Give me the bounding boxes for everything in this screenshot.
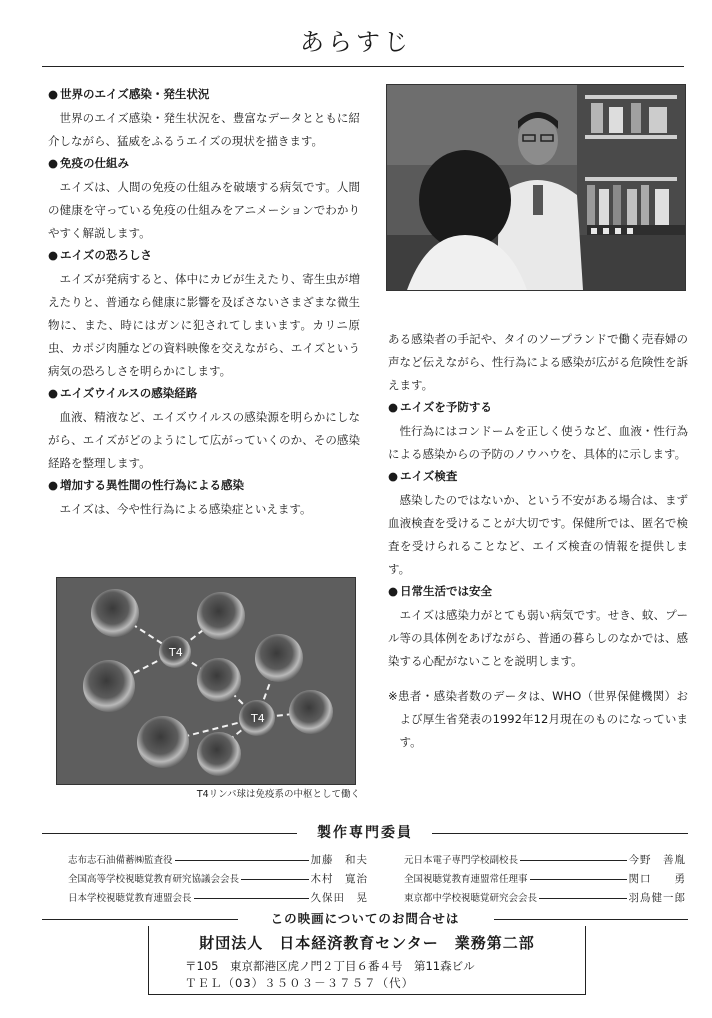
title-rule — [42, 66, 684, 67]
section-heading-text: エイズウイルスの感染経路 — [60, 386, 198, 400]
section-body: 血液、精液など、エイズウイルスの感染源を明らかにしながら、エイズがどのようにして広がっていくのか、その感染経路を整理します。 — [48, 410, 360, 470]
bullet-icon: ● — [48, 87, 59, 101]
section-body: エイズが発病すると、体中にカビが生えたり、寄生虫が増えたりと、普通なら健康に影響を及ぼさないさまざまな微生物に、また、時にはガンに犯されてしまいます。カリニ原虫、カポジ肉腫などの資料映像を交えながら、エイズという病気の恐ろしさを明らかにします。 — [48, 272, 360, 378]
address: 〒105 東京都港区虎ノ門２丁目６番４号 第11森ビル — [185, 959, 475, 973]
inquiry-title: この映画についてのお問合せは — [270, 911, 460, 926]
list-item — [68, 889, 368, 908]
committee-list-left — [68, 851, 368, 908]
section-heading — [48, 84, 360, 105]
data-source-note: ※患者・感染者数のデータは、WHO（世界保健機関）および厚生省発表の1992年12月現在のものになっています。 — [388, 689, 688, 749]
member-name: 加藤 和夫 — [310, 854, 368, 866]
section-heading — [48, 245, 360, 266]
section-world-status — [48, 84, 360, 153]
bullet-icon: ● — [48, 386, 59, 400]
t4-lymphocyte-photo — [56, 577, 356, 785]
section-heading-text: エイズ検査 — [400, 469, 458, 483]
consultation-photo — [386, 84, 686, 291]
member-role: 志布志石油備蓄㈱監査役 — [68, 855, 173, 866]
section-daily-life — [388, 581, 688, 673]
bullet-icon: ● — [388, 469, 399, 483]
bullet-icon: ● — [388, 584, 399, 598]
section-heterosexual-infection — [48, 475, 360, 521]
t4-lymphocyte-graphic — [57, 578, 355, 784]
section-prevention — [388, 397, 688, 466]
bullet-icon: ● — [388, 400, 399, 414]
section-heading-text: 日常生活では安全 — [400, 584, 493, 598]
section-body: 性行為にはコンドームを正しく使うなど、血液・性行為による感染からの予防のノウハウを、具体的に示します。 — [388, 424, 688, 461]
list-item — [68, 870, 368, 889]
section-body: 感染したのではないか、という不安がある場合は、まず血液検査を受けることが大切です。保健所では、匿名で検査を受けられることなど、エイズ検査の情報を提供します。 — [388, 493, 688, 576]
leader-line — [520, 860, 626, 861]
member-name: 木村 寛治 — [310, 873, 368, 885]
member-name: 今野 善胤 — [628, 854, 686, 866]
committee-list-right — [404, 851, 686, 908]
section-heading — [48, 475, 360, 496]
leader-line — [175, 860, 309, 861]
section-body: エイズは、今や性行為による感染症といえます。 — [59, 502, 312, 516]
section-heading-text: 増加する異性間の性行為による感染 — [60, 478, 245, 492]
telephone: ＴＥＬ（03）３５０３－３７５７（代） — [185, 976, 415, 990]
member-role: 元日本電子専門学校副校長 — [404, 855, 519, 866]
section-immune-system — [48, 153, 360, 245]
leader-line — [530, 879, 627, 880]
section-heading — [388, 581, 688, 602]
member-role: 全国視聴覚教育連盟常任理事 — [404, 874, 528, 885]
page-title: あらすじ — [300, 28, 412, 56]
section-heading — [48, 153, 360, 174]
section-heading-text: エイズを予防する — [400, 400, 492, 414]
section-body: エイズは、人間の免疫の仕組みを破壊する病気です。人間の健康を守っている免疫の仕組みをアニメーションでわかりやすく解説します。 — [48, 180, 360, 240]
list-item — [404, 851, 686, 870]
section-aids-dangers — [48, 245, 360, 383]
committee-heading — [42, 823, 688, 843]
bullet-icon: ● — [48, 478, 59, 492]
right-intro-text: ある感染者の手記や、タイのソープランドで働く売春婦の声など伝えながら、性行為による感染が広がる危険性を訴えます。 — [388, 332, 688, 392]
member-name: 羽鳥健一郎 — [628, 892, 686, 904]
section-heading-text: エイズの恐ろしさ — [60, 248, 152, 262]
section-body: エイズは感染力がとても弱い病気です。せき、蚊、プール等の具体例をあげながら、普通の暮らしのなかでは、感染する心配がないことを説明します。 — [388, 608, 688, 668]
member-role: 東京都中学校視聴覚研究会会長 — [404, 893, 538, 904]
left-column — [48, 84, 360, 521]
section-testing — [388, 466, 688, 581]
section-heading — [388, 397, 688, 418]
leader-line — [241, 879, 308, 880]
section-heading — [48, 383, 360, 404]
list-item — [68, 851, 368, 870]
photo-caption: T4リンパ球は免疫系の中枢として働く — [196, 789, 360, 800]
member-role: 全国高等学校視聴覚教育研究協議会会長 — [68, 874, 240, 885]
member-name: 久保田 晃 — [310, 892, 368, 904]
member-name: 関口 勇 — [628, 873, 686, 885]
right-column — [388, 328, 688, 754]
bullet-icon: ● — [48, 156, 59, 170]
leader-line — [194, 898, 309, 899]
t4-label: T4 — [251, 712, 265, 725]
section-infection-route — [48, 383, 360, 475]
organization-name: 財団法人 日本経済教育センター 業務第二部 — [199, 934, 535, 952]
list-item — [404, 889, 686, 908]
section-heading — [388, 466, 688, 487]
committee-title: 製作専門委員 — [317, 825, 413, 841]
t4-label: T4 — [169, 646, 183, 659]
member-role: 日本学校視聴覚教育連盟会長 — [68, 893, 192, 904]
list-item — [404, 870, 686, 889]
section-heading-text: 世界のエイズ感染・発生状況 — [60, 87, 210, 101]
bullet-icon: ● — [48, 248, 59, 262]
consultation-photo-graphic — [387, 85, 685, 290]
contact-box — [148, 926, 586, 995]
leader-line — [539, 898, 626, 899]
section-body: 世界のエイズ感染・発生状況を、豊富なデータとともに紹介しながら、猛威をふるうエイズの現状を描きます。 — [48, 111, 360, 148]
section-heading-text: 免疫の仕組み — [60, 156, 130, 170]
